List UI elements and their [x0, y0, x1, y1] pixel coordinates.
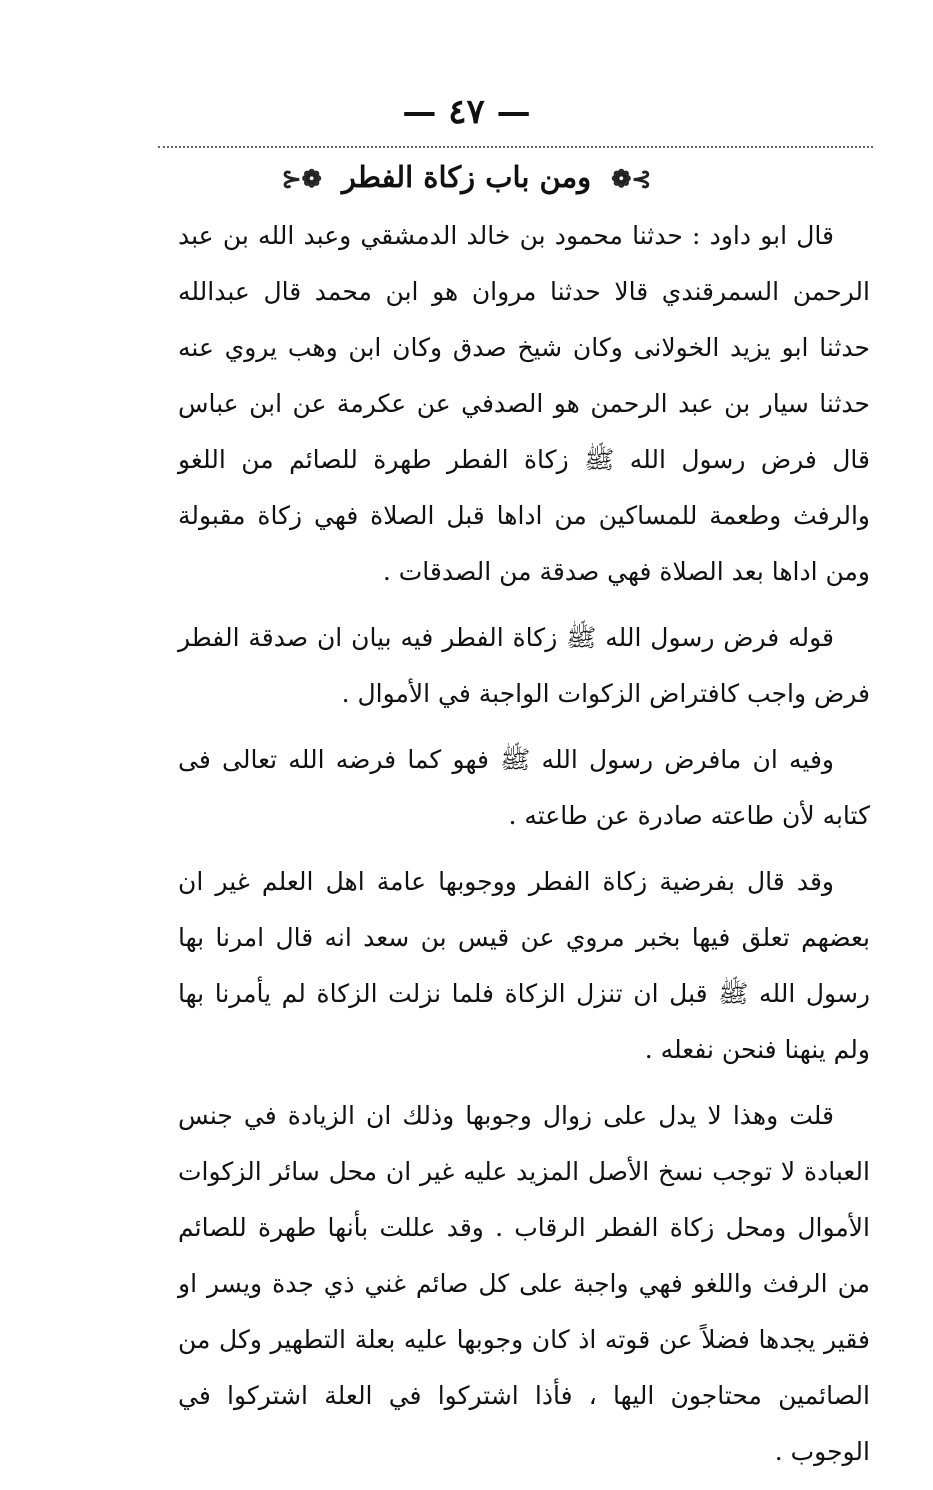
ornament-right-icon: ⊱❁: [611, 164, 652, 193]
paragraph-5: قلت وهذا لا يدل على زوال وجوبها وذلك ان الزيادة في جنس العبادة لا توجب نسخ الأصل المزيد عليه غير ان محل سائر الزكوات الأموال ومحل زكاة الفطر الرقاب . وقد عللت بأنها طهرة للصائم من الرفث واللغو فهي واجبة على كل صائم غني ذي جدة ويسر او فقير يجدها فضلاً عن قوته اذ كان وجوبها عليه بعلة التطهير وكل من الصائمين محتاجون اليها ، فأذا اشتركوا في العلة اشتركوا في الوجوب .: [178, 1101, 870, 1466]
paragraph-4: وقد قال بفرضية زكاة الفطر ووجوبها عامة اهل العلم غير ان بعضهم تعلق فيها بخبر مروي عن قيس بن سعد انه قال امرنا بها رسول الله ﷺ قبل ان تنزل الزكاة فلما نزلت الزكاة لم يأمرنا بها ولم ينهنا فنحن نفعله .: [178, 867, 870, 1064]
section-title: ومن باب زكاة الفطر: [341, 160, 592, 194]
page-number: — ٤٧ —: [402, 92, 531, 132]
paragraph-2: قوله فرض رسول الله ﷺ زكاة الفطر فيه بيان ان صدقة الفطر فرض واجب كافتراض الزكوات الواجبة في الأموال .: [178, 623, 870, 708]
paragraph-1: قال ابو داود : حدثنا محمود بن خالد الدمشقي وعبد الله بن عبد الرحمن السمرقندي قالا حدثنا مروان هو ابن محمد قال عبدالله حدثنا ابو يزيد الخولانى وكان شيخ صدق وكان ابن وهب يروي عنه حدثنا سيار بن عبد الرحمن هو الصدفي عن عكرمة عن ابن عباس قال فرض رسول الله ﷺ زكاة الفطر طهرة للصائم من اللغو والرفث وطعمة للمساكين من اداها قبل الصلاة فهي زكاة مقبولة ومن اداها بعد الصلاة فهي صدقة من الصدقات .: [178, 221, 870, 586]
body-text: [178, 208, 870, 1490]
paragraph-3: وفيه ان مافرض رسول الله ﷺ فهو كما فرضه الله تعالى فى كتابه لأن طاعته صادرة عن طاعته .: [178, 745, 870, 830]
section-heading: [0, 160, 933, 194]
ornament-left-icon: ❁⊰: [281, 164, 322, 193]
header-divider: [158, 146, 873, 148]
